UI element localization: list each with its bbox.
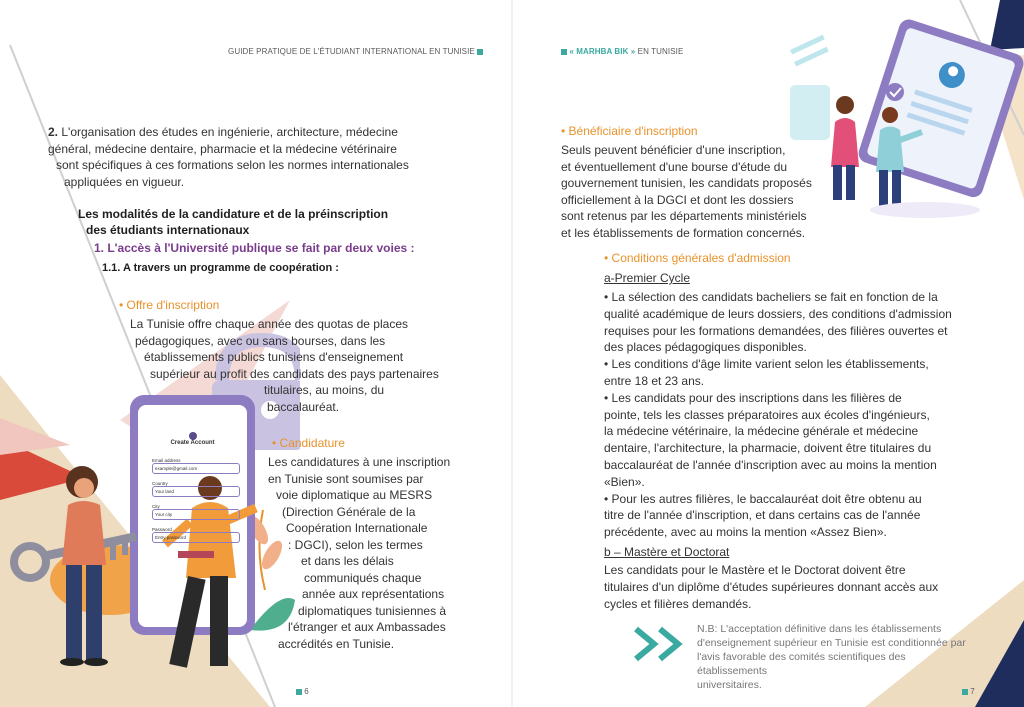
offre-line: La Tunisie offre chaque année des quotas de places (130, 317, 408, 331)
offre-line: établissements publics tunisiens d'enseignement (144, 350, 404, 364)
premier-cycle-line: titre de l'année d'inscription, et dans certains cas de l'année (604, 508, 921, 523)
section-title-line: des étudiants internationaux (86, 223, 250, 237)
premier-cycle-line: précédente, avec au moins la mention «Assez Bien». (604, 525, 887, 540)
candidature-line: l'étranger et aux Ambassades (288, 620, 446, 634)
point-2-line: appliquées en vigueur. (64, 174, 185, 189)
nb-line: l'avis favorable des comités scientifiques des établissements (697, 651, 906, 677)
premier-cycle-line: pointe, tels les classes préparatoires aux écoles d'ingénieurs, (604, 407, 930, 422)
phone-field-label: Country (152, 481, 168, 486)
candidature-line: Coopération Internationale (286, 521, 428, 535)
candidature-line: diplomatiques tunisiennes à (298, 603, 447, 618)
header-square-icon (561, 49, 567, 55)
premier-cycle-line: des places pédagogiques disponibles. (604, 340, 807, 355)
beneficiaire-line: gouvernement tunisien, les candidats proposés (561, 176, 812, 190)
candidature-line: en Tunisie sont soumises par (268, 471, 424, 486)
premier-cycle-line: «Bien». (604, 474, 645, 489)
phone-city-input[interactable]: Your city (152, 509, 240, 520)
offre-line: baccalauréat. (267, 399, 340, 414)
offre-line: pédagogiques, avec ou sans bourses, dans les (135, 333, 386, 348)
point-2-line: sont spécifiques à ces formations selon les normes internationales (56, 158, 409, 172)
phone-form (152, 458, 240, 558)
right-header-suffix: EN TUNISIE (635, 47, 684, 56)
premier-cycle-line: • Pour les autres filières, le baccalauréat doit être obtenu au (604, 491, 922, 506)
beneficiaire-line: et les établissements de formation concernés. (561, 225, 806, 240)
section-title (78, 206, 388, 238)
left-header (228, 47, 483, 56)
double-chevron-icon (634, 626, 690, 662)
right-header (561, 47, 683, 56)
offre-paragraph (130, 316, 470, 415)
premier-cycle-line: entre 18 et 23 ans. (604, 373, 705, 388)
candidature-line: (Direction Générale de la (282, 504, 416, 519)
candidature-title: • Candidature (272, 436, 345, 450)
phone-screen (138, 440, 247, 446)
premier-cycle-title: a-Premier Cycle (604, 271, 691, 285)
phone-field-label: Email address (152, 458, 181, 463)
phone-country-input[interactable]: Your land (152, 486, 240, 497)
phone-email-input[interactable]: example@gmail.com (152, 463, 240, 474)
premier-cycle-line: • Les candidats pour des inscriptions dans les filières de (604, 390, 902, 405)
center-fold (511, 0, 513, 707)
point-2-number: 2. (48, 125, 59, 139)
left-page-number (296, 687, 309, 696)
beneficiaire-line: sont retenus par les départements ministériels (561, 209, 807, 223)
premier-cycle-paragraph (604, 289, 984, 541)
candidature-line: année aux représentations (302, 587, 445, 601)
nb-line: universitaires. (697, 679, 762, 691)
candidature-line: accrédités en Tunisie. (278, 636, 395, 651)
candidature-line: : DGCI), selon les termes (288, 537, 423, 552)
candidature-paragraph (268, 454, 473, 652)
candidature-line: voie diplomatique au MESRS (276, 488, 433, 502)
subheading-cooperation: 1.1. A travers un programme de coopération : (102, 262, 339, 274)
nb-note (697, 622, 977, 692)
right-page-number (962, 687, 975, 696)
mastere-line: Les candidats pour le Mastère et le Doctorat doivent être (604, 563, 906, 577)
header-square-icon (477, 49, 483, 55)
premier-cycle-line: requises pour les formations demandées, des filières ouvertes et (604, 323, 948, 338)
offre-line: titulaires, au moins, du (264, 383, 385, 397)
nb-line: N.B: L'acceptation définitive dans les établissements (697, 623, 942, 635)
candidature-line: communiqués chaque (304, 570, 422, 585)
offre-title: • Offre d'inscription (119, 298, 220, 312)
document-card (790, 85, 830, 140)
premier-cycle-line: baccalauréat de l'année d'inscription avec au moins la mention (604, 457, 937, 472)
section-title-line: Les modalités de la candidature et de la préinscription (78, 207, 389, 221)
phone-submit-button[interactable] (178, 551, 214, 558)
beneficiaire-line: officiellement à la DGCI et dont les dossiers (561, 192, 794, 207)
beneficiaire-line: et éventuellement d'une bourse d'étude du (561, 159, 788, 174)
mastere-line: titulaires d'un diplôme d'études supérieures donnant accès aux (604, 579, 939, 594)
point-2-line: L'organisation des études en ingénierie, architecture, médecine (61, 125, 398, 139)
candidature-line: Les candidatures à une inscription (268, 455, 451, 469)
mastere-paragraph (604, 562, 984, 612)
phone-field-label: Password (152, 527, 172, 532)
left-page-number-text: 6 (304, 687, 309, 696)
premier-cycle-line: • Les conditions d'âge limite varient selon les établissements, (604, 357, 929, 372)
beneficiaire-paragraph (561, 142, 841, 241)
left-header-text: GUIDE PRATIQUE DE L'ÉTUDIANT INTERNATIONAL EN TUNISIE (228, 47, 475, 56)
premier-cycle-line: qualité académique de leurs dossiers, des conditions d'admission (604, 306, 952, 321)
page-number-square-icon (296, 689, 302, 695)
nb-line: d'enseignement supérieur en Tunisie est conditionnée par (697, 637, 966, 649)
candidature-line: et dans les délais (301, 554, 394, 568)
point-2-paragraph (48, 124, 468, 190)
premier-cycle-line: dentaire, l'architecture, la pharmacie, doivent être titulaires du (604, 441, 932, 456)
phone-field-label: City (152, 504, 160, 509)
mastere-line: cycles et filières demandés. (604, 596, 752, 611)
offre-line: supérieur au profit des candidats des pays partenaires (150, 366, 439, 381)
conditions-title: • Conditions générales d'admission (604, 251, 791, 265)
point-2-line: général, médecine dentaire, pharmacie et la médecine vétérinaire (48, 141, 397, 156)
page-number-square-icon (962, 689, 968, 695)
phone-password-input[interactable]: Entry password (152, 532, 240, 543)
premier-cycle-line: • La sélection des candidats bacheliers se fait en fonction de la (604, 290, 938, 304)
right-page-number-text: 7 (970, 687, 975, 696)
premier-cycle-line: la médecine vétérinaire, la médecine générale et médecine (604, 424, 919, 439)
check-icon (886, 83, 904, 101)
beneficiaire-title: • Bénéficiaire d'inscription (561, 124, 698, 138)
right-header-prefix: « MARHBA BIK » (569, 47, 636, 56)
phone-create-account-title: Create Account (170, 440, 215, 446)
subheading-access-university: 1. L'accès à l'Université publique se fait par deux voies : (94, 241, 415, 255)
beneficiaire-line: Seuls peuvent bénéficier d'une inscription, (561, 143, 786, 157)
mastere-title: b – Mastère et Doctorat (604, 545, 730, 559)
